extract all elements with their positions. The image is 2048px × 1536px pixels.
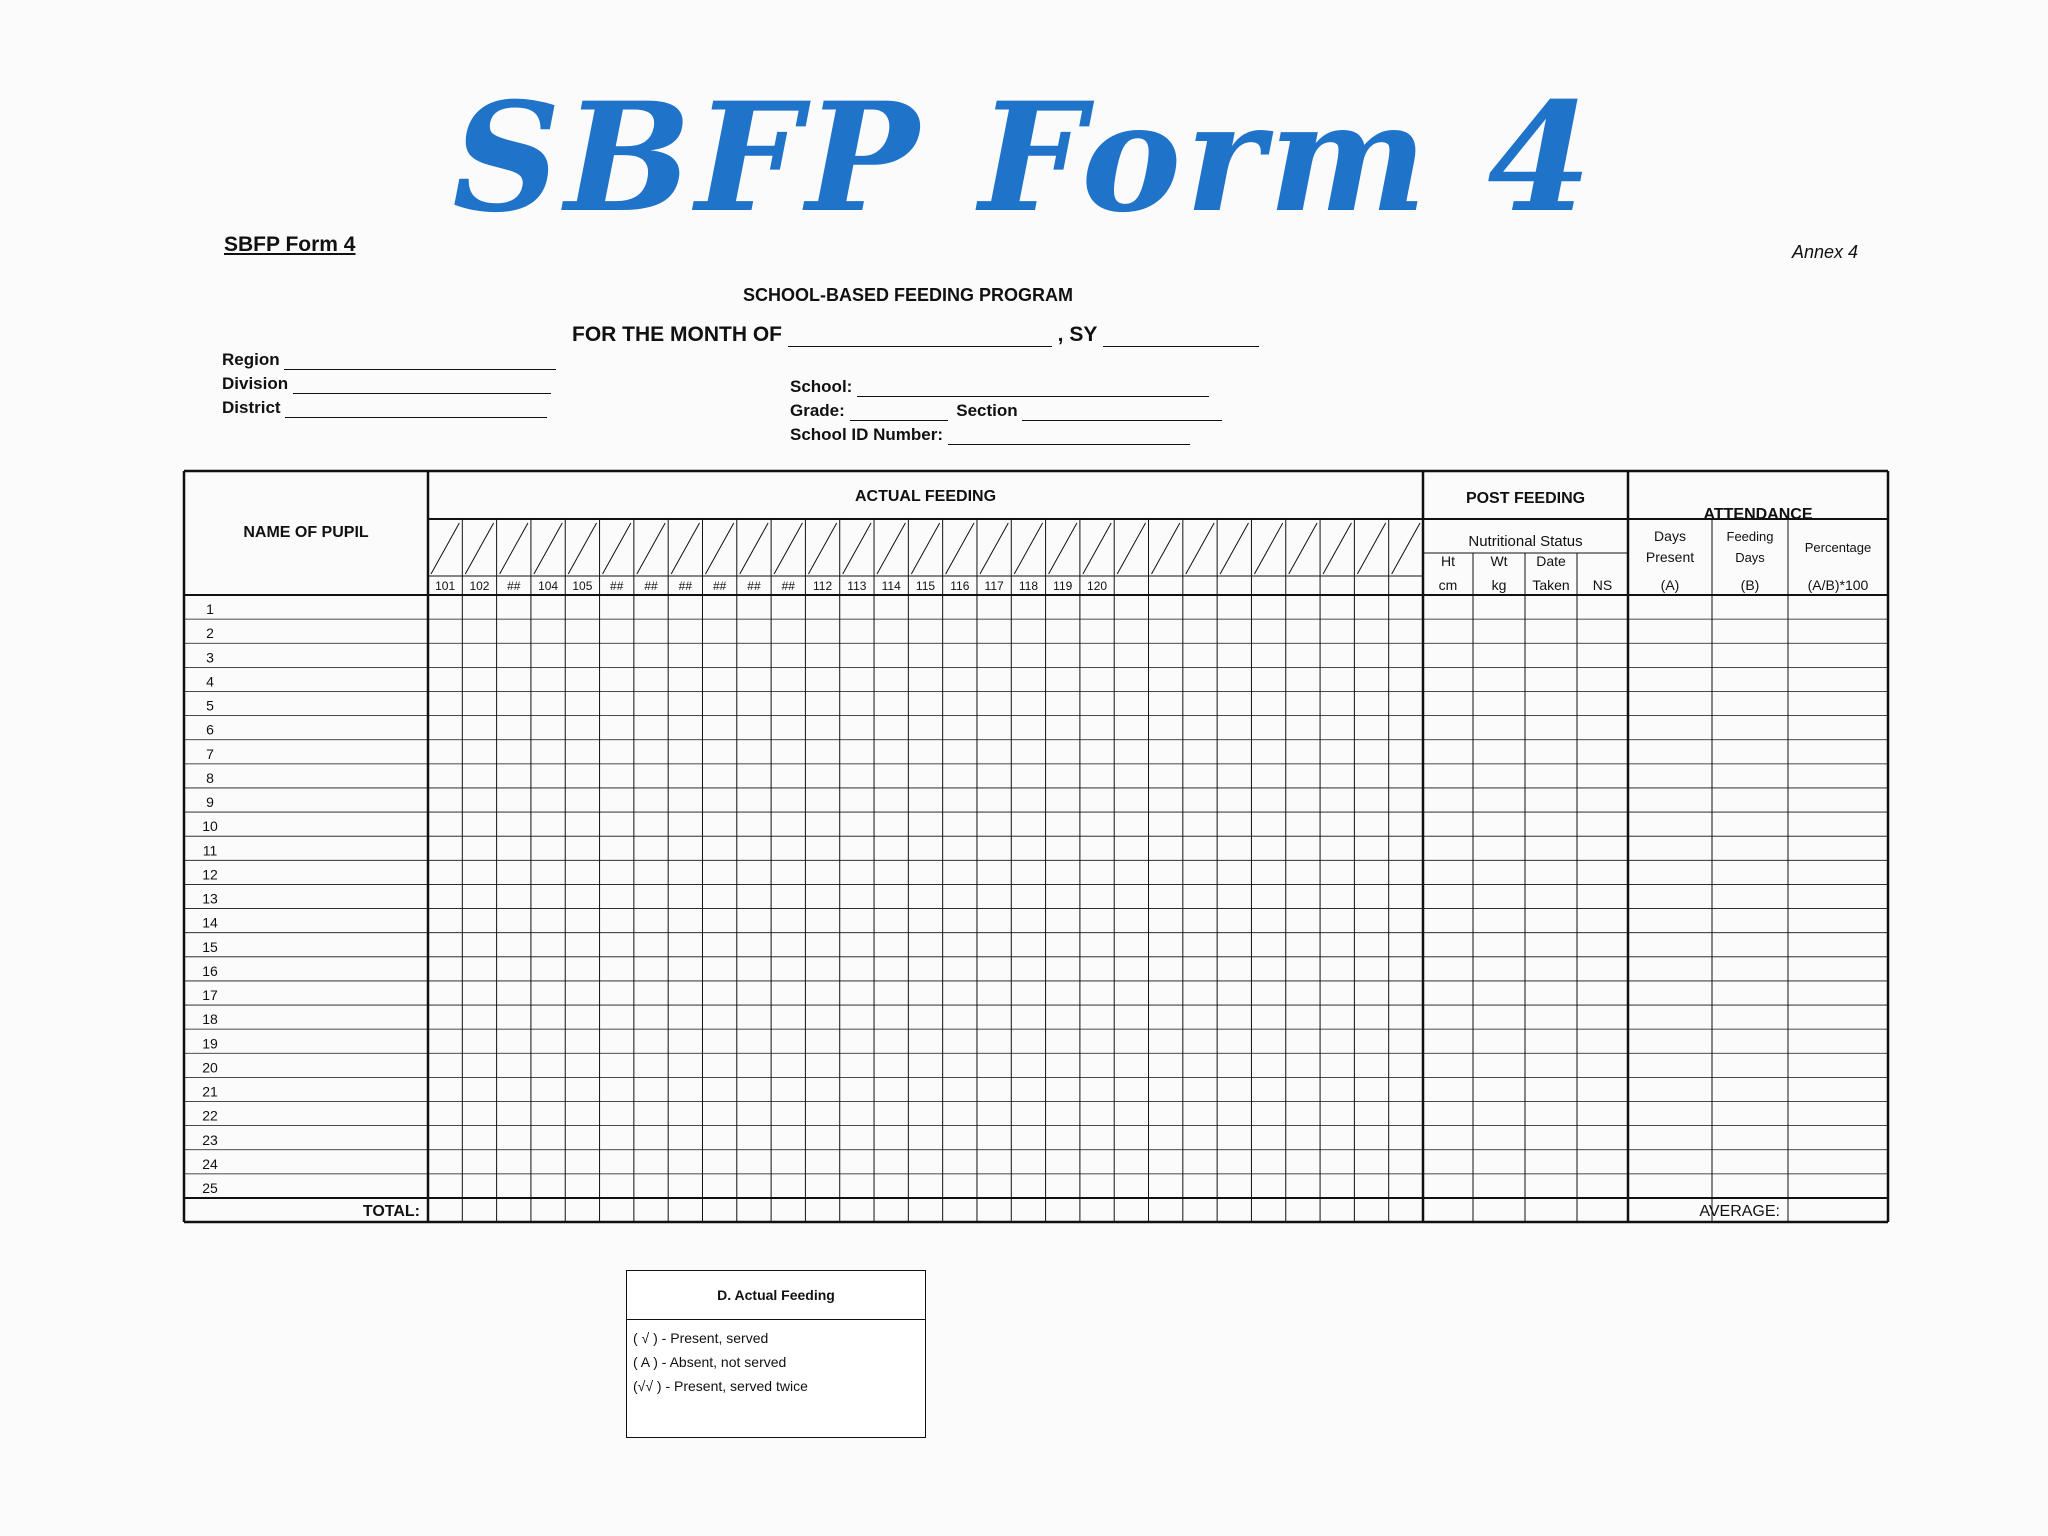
day-number: ## (712, 579, 727, 593)
legend-title: D. Actual Feeding (627, 1271, 925, 1320)
day-diagonal (843, 523, 871, 574)
day-diagonal (774, 523, 802, 574)
day-diagonal (431, 523, 459, 574)
day-number: ## (610, 579, 624, 593)
day-diagonal (1049, 523, 1077, 574)
day-diagonal (1289, 523, 1317, 574)
day-number: ## (644, 579, 658, 593)
school-label: School: (790, 377, 853, 396)
school-id-label: School ID Number: (790, 425, 944, 444)
row-number: 25 (202, 1180, 218, 1196)
ns-label: NS (1592, 577, 1613, 593)
average-label: AVERAGE: (1699, 1203, 1780, 1220)
month-label: FOR THE MONTH OF (572, 323, 782, 346)
day-diagonal (1254, 523, 1282, 574)
row-number: 6 (206, 721, 214, 738)
sy-label: , SY (1057, 323, 1097, 346)
row-number: 2 (206, 625, 214, 642)
day-diagonal (877, 523, 905, 574)
row-number: 18 (202, 1011, 218, 1028)
program-title: SCHOOL-BASED FEEDING PROGRAM (742, 285, 1073, 305)
day-diagonal (911, 523, 939, 574)
row-number: 21 (202, 1083, 218, 1100)
row-number: 11 (202, 842, 218, 859)
ht-unit: cm (1438, 577, 1458, 593)
row-number: 23 (202, 1131, 218, 1148)
row-number: 20 (202, 1059, 218, 1076)
day-number: 104 (538, 579, 559, 593)
legend-item: (√√ ) - Present, served twice (633, 1378, 808, 1394)
row-number: 15 (202, 938, 218, 955)
section-label: Section (956, 401, 1018, 420)
row-number: 10 (202, 818, 218, 835)
days-present-label-2: Present (1645, 549, 1695, 565)
legend-box (626, 1270, 926, 1438)
row-number: 17 (202, 987, 218, 1004)
day-number: 117 (984, 579, 1004, 593)
legend-item: ( √ ) - Present, served (633, 1330, 769, 1346)
row-number: 24 (202, 1155, 218, 1172)
day-diagonal (1323, 523, 1351, 574)
day-number: 116 (950, 579, 970, 593)
date-label: Date (1536, 553, 1566, 569)
region-label: Region (222, 350, 280, 369)
day-number: 102 (469, 579, 490, 593)
row-number: 7 (206, 745, 214, 762)
grade-label: Grade: (790, 401, 845, 420)
day-diagonal (1014, 523, 1042, 574)
feeding-days-label: Feeding (1726, 529, 1774, 544)
day-diagonal (740, 523, 768, 574)
day-number: ## (507, 579, 521, 593)
row-number: 19 (202, 1035, 218, 1052)
row-number: 3 (206, 649, 214, 666)
day-diagonal (980, 523, 1008, 574)
row-number: 13 (202, 890, 218, 907)
attendance-header: ATTENDANCE (1703, 506, 1813, 523)
day-number: 113 (847, 579, 867, 593)
date-label-2: Taken (1532, 577, 1570, 593)
day-number: 120 (1087, 579, 1108, 593)
day-diagonal (1152, 523, 1180, 574)
table-text (202, 488, 1871, 1220)
legend-item: ( A ) - Absent, not served (633, 1354, 787, 1370)
days-present-label: Days (1654, 528, 1686, 544)
ht-label: Ht (1441, 553, 1455, 569)
day-diagonal (1357, 523, 1385, 574)
day-diagonal (808, 523, 836, 574)
day-number: ## (678, 579, 693, 593)
row-number: 9 (206, 794, 214, 811)
day-diagonal (705, 523, 733, 574)
page-banner-title: SBFP Form 4 (452, 70, 1596, 246)
day-diagonal (1083, 523, 1111, 574)
day-diagonal (946, 523, 974, 574)
division-label: Division (222, 374, 289, 393)
day-number: 118 (1018, 579, 1039, 593)
row-number: 4 (206, 673, 214, 690)
day-diagonal (500, 523, 528, 574)
day-diagonal (534, 523, 562, 574)
day-number: ## (781, 579, 795, 593)
day-diagonal (603, 523, 631, 574)
row-number: 12 (202, 866, 218, 883)
day-diagonal (1392, 523, 1420, 574)
row-number: 22 (202, 1107, 218, 1124)
wt-unit: kg (1491, 577, 1507, 593)
day-number: 101 (435, 579, 456, 593)
nutritional-status-label: Nutritional Status (1468, 533, 1583, 550)
day-number: 115 (915, 579, 936, 593)
day-diagonal (568, 523, 596, 574)
day-number: 112 (812, 579, 833, 593)
day-diagonal (671, 523, 699, 574)
annex-label: Annex 4 (1792, 242, 1859, 262)
row-number: 16 (202, 962, 218, 979)
day-diagonal (1117, 523, 1145, 574)
wt-label: Wt (1490, 553, 1508, 569)
day-number: 119 (1053, 579, 1073, 593)
day-diagonal (1186, 523, 1214, 574)
actual-feeding-header: ACTUAL FEEDING (854, 488, 997, 505)
feeding-days-label-2: Days (1735, 550, 1765, 565)
day-number: 114 (881, 579, 901, 593)
day-number: ## (747, 579, 761, 593)
post-feeding-header: POST FEEDING (1465, 490, 1586, 507)
row-number: 8 (206, 769, 214, 786)
row-number: 1 (206, 601, 214, 618)
day-diagonal (637, 523, 665, 574)
percentage-label: Percentage (1804, 540, 1872, 555)
feeding-days-code: (B) (1740, 577, 1760, 593)
form-code: SBFP Form 4 (224, 233, 356, 256)
days-present-code: (A) (1660, 577, 1680, 593)
name-of-pupil-header: NAME OF PUPIL (243, 524, 369, 541)
day-number: 105 (572, 579, 593, 593)
total-label: TOTAL: (362, 1203, 420, 1220)
row-number: 5 (206, 697, 214, 714)
percentage-formula: (A/B)*100 (1807, 577, 1869, 593)
day-diagonal (1220, 523, 1248, 574)
district-label: District (222, 398, 281, 417)
row-number: 14 (202, 914, 218, 931)
day-diagonal (465, 523, 493, 574)
